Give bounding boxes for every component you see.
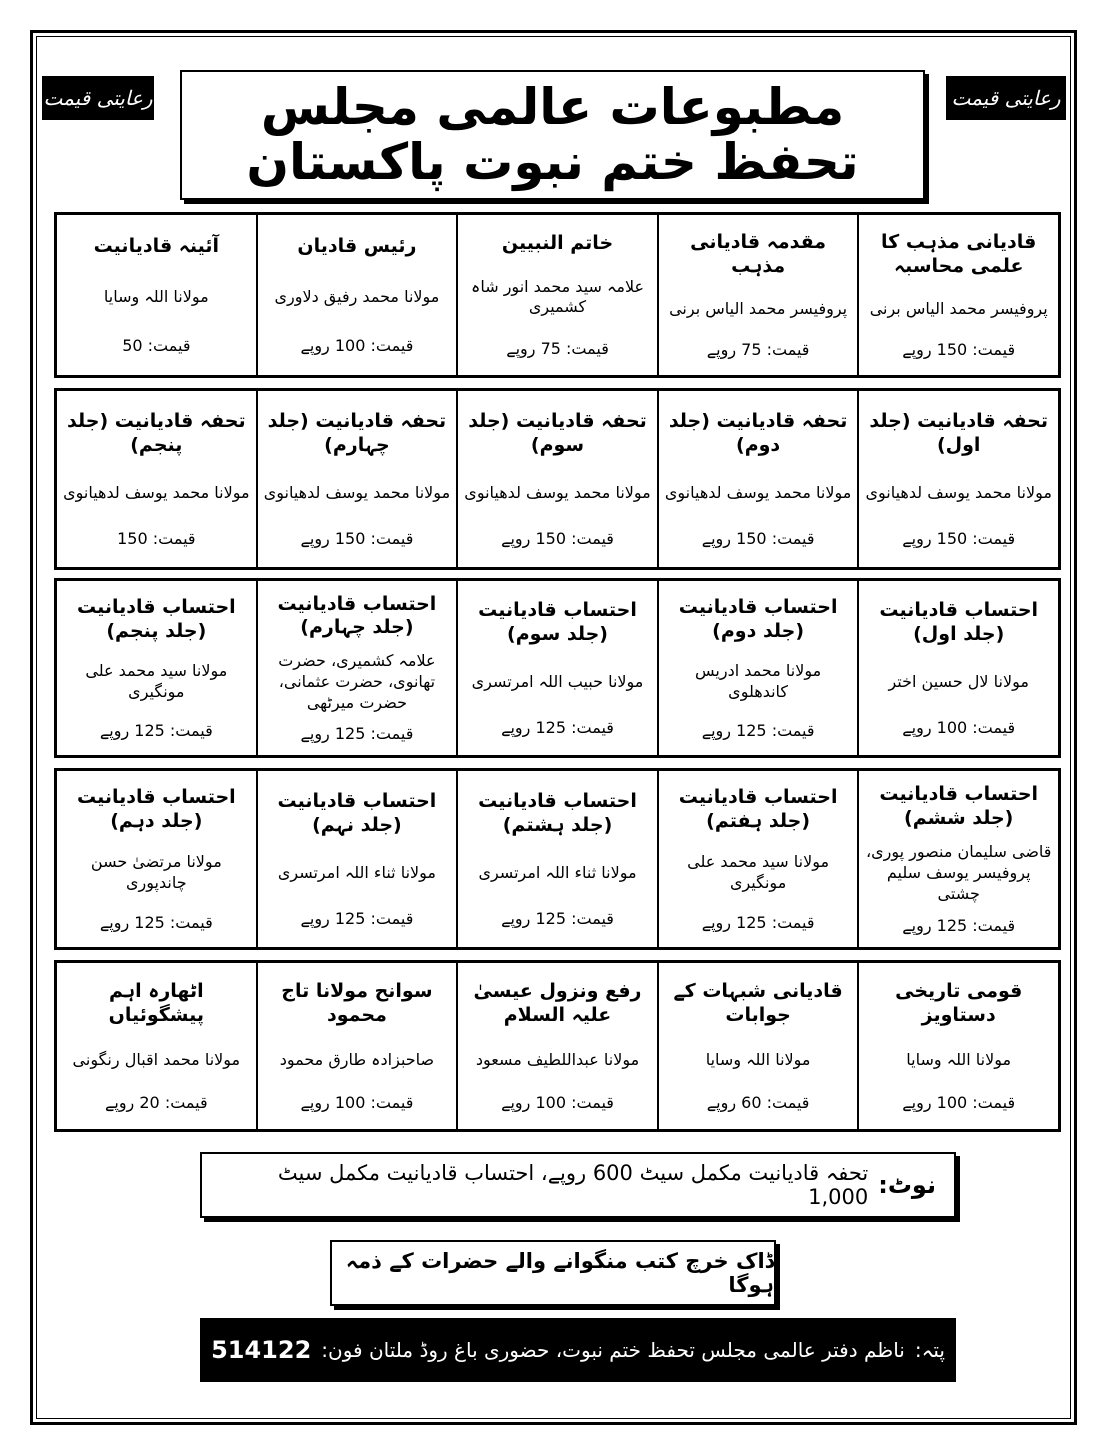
book-title: تحفہ قادیانیت (جلد دوم) [668,409,848,456]
book-title: رفع ونزول عیسیٰ علیہ السلام [473,980,642,1026]
book-cell [57,581,256,755]
book-cell [857,771,1058,947]
book-title: قادیانی مذہب کا علمی محاسبہ [881,231,1037,277]
book-price: قیمت: 150 روپے [902,529,1016,549]
book-cell [857,581,1058,755]
book-title: سوانح مولانا تاج محمود [281,980,433,1026]
book-cell [456,391,657,567]
book-title: قادیانی شبہات کے جوابات [673,980,843,1026]
book-title: آئینہ قادیانیت [93,235,220,258]
book-price: قیمت: 150 روپے [501,529,614,549]
book-author: مولانا محمد رفیق دلاوری [274,286,440,306]
book-title: احتساب قادیانیت (جلد دہم) [76,786,236,833]
book-cell [657,215,858,375]
book-title: تحفہ قادیانیت (جلد سوم) [468,409,647,456]
book-price: قیمت: 125 روپے [99,721,213,741]
book-price: قیمت: 125 روپے [99,912,213,932]
book-price: قیمت: 125 روپے [701,912,815,932]
book-author: قاضی سلیمان منصور پوری، پروفیسر یوسف سلیم چشتی [865,842,1052,903]
book-title: اٹھارہ اہم پیشگوئیاں [108,980,205,1026]
phone-number: 514122 [211,1336,312,1364]
book-author: علامہ سید محمد انور شاہ کشمیری [470,276,645,317]
book-cell [456,215,657,375]
address-label: پتہ: [914,1338,945,1362]
book-cell [256,581,457,755]
book-cell [657,581,858,755]
book-title: احتساب قادیانیت (جلد سوم) [478,599,637,646]
book-title: احتساب قادیانیت (جلد پنجم) [76,595,236,642]
book-title: احتساب قادیانیت (جلد ہشتم) [478,789,637,836]
book-title: احتساب قادیانیت (جلد ششم) [879,782,1039,829]
note-text: تحفہ قادیانیت مکمل سیٹ 600 روپے، احتساب قادیانیت مکمل سیٹ 1,000 [277,1161,869,1209]
book-cell [857,963,1058,1129]
book-author: مولانا محمد یوسف لدھیانوی [865,482,1052,502]
book-price: قیمت: 125 روپے [300,909,414,929]
book-title: احتساب قادیانیت (جلد ہفتم) [678,786,838,833]
book-cell [57,963,256,1129]
discount-price-badge-right: رعایتی قیمت [946,76,1066,120]
book-author: پروفیسر محمد الیاس برنی [669,298,848,318]
book-price: قیمت: 125 روپے [701,721,815,741]
book-cell [456,963,657,1129]
note-label: نوٹ: [878,1171,936,1199]
book-price: قیمت: 75 روپے [706,339,810,359]
book-cell [256,391,457,567]
note-box [200,1152,956,1218]
book-cell [456,771,657,947]
book-price: قیمت: 125 روپے [501,717,614,737]
discount-price-badge-left: رعایتی قیمت [42,76,154,120]
book-cell [857,391,1058,567]
book-cell [256,771,457,947]
book-title: مقدمہ قادیانی مذہب [690,231,827,277]
postage-notice: ڈاک خرچ کتب منگوانے والے حضرات کے ذمہ ہوگا [330,1240,776,1306]
book-cell [256,963,457,1129]
book-author: مولانا اللہ وسایا [705,1049,811,1069]
book-price: قیمت: 50 [122,335,191,355]
book-price: قیمت: 20 روپے [105,1092,208,1112]
book-price: قیمت: 60 روپے [706,1092,810,1112]
book-price: قیمت: 150 روپے [701,529,815,549]
book-title: خاتم النبیین [501,231,614,254]
book-price: قیمت: 75 روپے [506,339,609,359]
address-bar [200,1318,956,1382]
book-author: مولانا اللہ وسایا [906,1049,1012,1069]
book-row-1 [54,212,1061,378]
book-row-5 [54,960,1061,1132]
book-cell [57,771,256,947]
book-author: مولانا ثناء اللہ امرتسری [277,862,436,882]
book-row-3 [54,578,1061,758]
book-author: مولانا حبیب اللہ امرتسری [471,671,644,691]
book-author: صاحبزادہ طارق محمود [279,1049,435,1069]
book-title: قومی تاریخی دستاویز [895,980,1023,1026]
book-cell [657,391,858,567]
book-author: مولانا محمد یوسف لدھیانوی [664,482,852,502]
book-cell [456,581,657,755]
book-price: قیمت: 100 روپے [501,1092,614,1112]
book-author: مولانا محمد اقبال رنگونی [72,1049,241,1069]
book-row-2 [54,388,1061,570]
book-price: قیمت: 150 [117,529,196,549]
book-price: قیمت: 100 روپے [300,1092,414,1112]
book-author: مولانا عبداللطیف مسعود [475,1049,640,1069]
book-title: احتساب قادیانیت (جلد چہارم) [277,592,437,639]
book-title: تحفہ قادیانیت (جلد اول) [869,409,1048,456]
book-cell [657,963,858,1129]
book-author: پروفیسر محمد الیاس برنی [869,298,1048,318]
book-author: مولانا محمد یوسف لدھیانوی [464,482,651,502]
book-title: تحفہ قادیانیت (جلد چہارم) [267,409,447,456]
book-author: مولانا محمد یوسف لدھیانوی [63,482,250,502]
book-title: احتساب قادیانیت (جلد دوم) [678,595,838,642]
book-cell [857,215,1058,375]
book-price: قیمت: 125 روپے [902,916,1016,936]
book-author: مولانا محمد ادریس کاندھلوی [695,661,822,702]
book-price: قیمت: 150 روپے [300,529,414,549]
book-author: مولانا اللہ وسایا [103,286,209,306]
book-author: مولانا ثناء اللہ امرتسری [478,862,637,882]
book-author: علامہ کشمیری، حضرت تھانوی، حضرت عثمانی، حضرت میرٹھی [278,651,436,712]
book-price: قیمت: 125 روپے [501,909,614,929]
book-author: مولانا سید محمد علی مونگیری [85,661,228,702]
book-cell [57,215,256,375]
book-author: مولانا لال حسین اختر [888,671,1029,691]
address-text: ناظم دفتر عالمی مجلس تحفظ ختم نبوت، حضوری باغ روڈ ملتان فون: [321,1338,905,1362]
page-title: مطبوعات عالمی مجلس تحفظ ختم نبوت پاکستان [180,70,925,200]
book-price: قیمت: 100 روپے [300,335,414,355]
book-price: قیمت: 150 روپے [902,339,1016,359]
book-cell [256,215,457,375]
book-cell [57,391,256,567]
book-author: مولانا محمد یوسف لدھیانوی [263,482,451,502]
book-row-4 [54,768,1061,950]
book-author: مولانا مرتضیٰ حسن چاندپوری [90,852,222,893]
book-cell [657,771,858,947]
book-price: قیمت: 100 روپے [902,1092,1016,1112]
book-price: قیمت: 125 روپے [300,724,414,744]
book-title: احتساب قادیانیت (جلد نہم) [277,789,437,836]
book-title: احتساب قادیانیت (جلد اول) [879,599,1039,646]
book-title: تحفہ قادیانیت (جلد پنجم) [67,409,246,456]
book-author: مولانا سید محمد علی مونگیری [687,852,830,893]
book-price: قیمت: 100 روپے [902,717,1016,737]
book-title: رئیس قادیان [297,235,417,258]
